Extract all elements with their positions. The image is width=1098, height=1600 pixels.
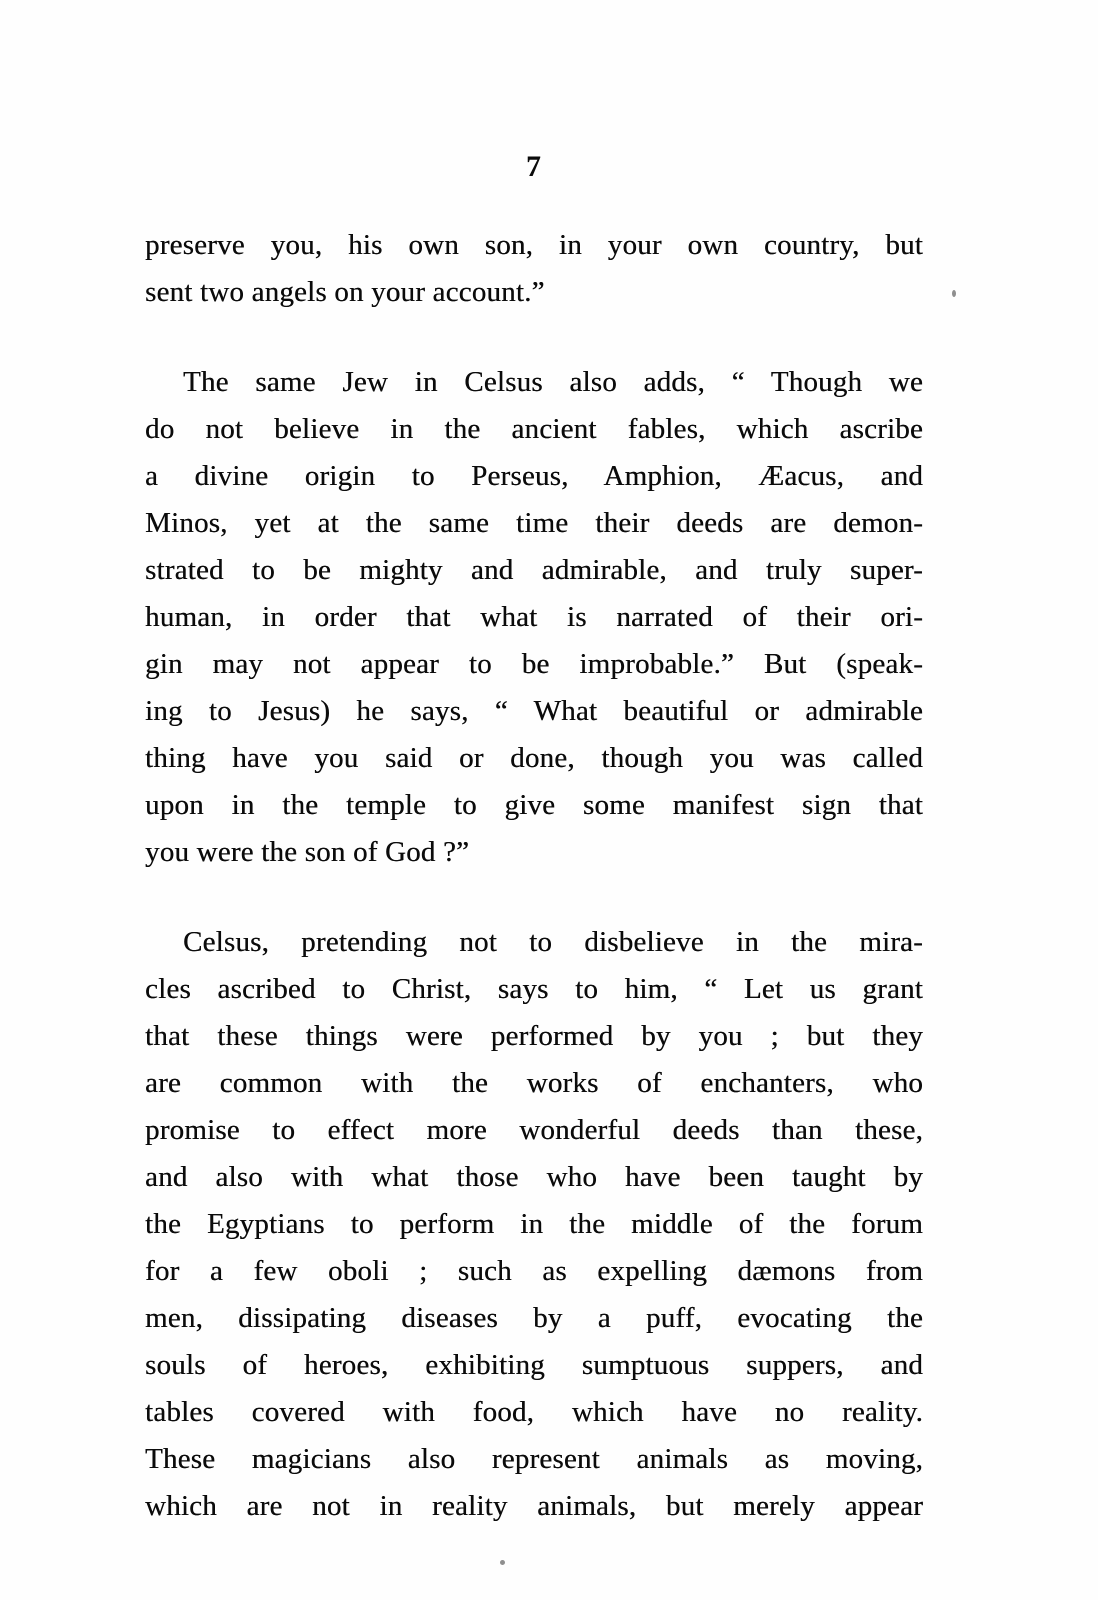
text-line: thing have you said or done, though you was called — [145, 742, 923, 774]
paragraph — [145, 359, 923, 876]
text-line: are common with the works of enchanters, who — [145, 1067, 923, 1099]
text-line: The same Jew in Celsus also adds, “ Though we — [183, 366, 923, 398]
text-line: for a few oboli ; such as expelling dæmons from — [145, 1255, 923, 1287]
text-line: promise to effect more wonderful deeds than these, — [145, 1114, 923, 1146]
text-line: Minos, yet at the same time their deeds are demon- — [145, 507, 923, 539]
text-line: the Egyptians to perform in the middle of the forum — [145, 1208, 923, 1240]
text-line: men, dissipating diseases by a puff, evocating the — [145, 1302, 923, 1334]
text-line: tables covered with food, which have no reality. — [145, 1396, 923, 1428]
text-line: gin may not appear to be improbable.” But (speak- — [145, 648, 923, 680]
text-line: cles ascribed to Christ, says to him, “ Let us grant — [145, 973, 923, 1005]
text-line: which are not in reality animals, but merely appear — [145, 1490, 923, 1522]
text-line: preserve you, his own son, in your own country, but — [145, 229, 923, 261]
text-line: strated to be mighty and admirable, and truly super- — [145, 554, 923, 586]
scan-speck — [952, 290, 956, 297]
text-line: upon in the temple to give some manifest sign that — [145, 789, 923, 821]
paragraph — [145, 919, 923, 1530]
text-line: These magicians also represent animals as moving, — [145, 1443, 923, 1475]
text-line: souls of heroes, exhibiting sumptuous suppers, and — [145, 1349, 923, 1381]
text-line: human, in order that what is narrated of their ori- — [145, 601, 923, 633]
text-line: Celsus, pretending not to disbelieve in the mira- — [183, 926, 923, 958]
text-line: do not believe in the ancient fables, which ascribe — [145, 413, 923, 445]
paragraph — [145, 222, 923, 316]
text-line: sent two angels on your account.” — [145, 276, 545, 308]
text-line: you were the son of God ?” — [145, 836, 470, 868]
text-block — [145, 222, 923, 1573]
page-number: 7 — [526, 150, 542, 183]
text-line: that these things were performed by you ; but they — [145, 1020, 923, 1052]
text-line: ing to Jesus) he says, “ What beautiful or admirable — [145, 695, 923, 727]
scan-speck — [500, 1560, 505, 1565]
text-line: a divine origin to Perseus, Amphion, Æacus, and — [145, 460, 923, 492]
text-line: and also with what those who have been taught by — [145, 1161, 923, 1193]
